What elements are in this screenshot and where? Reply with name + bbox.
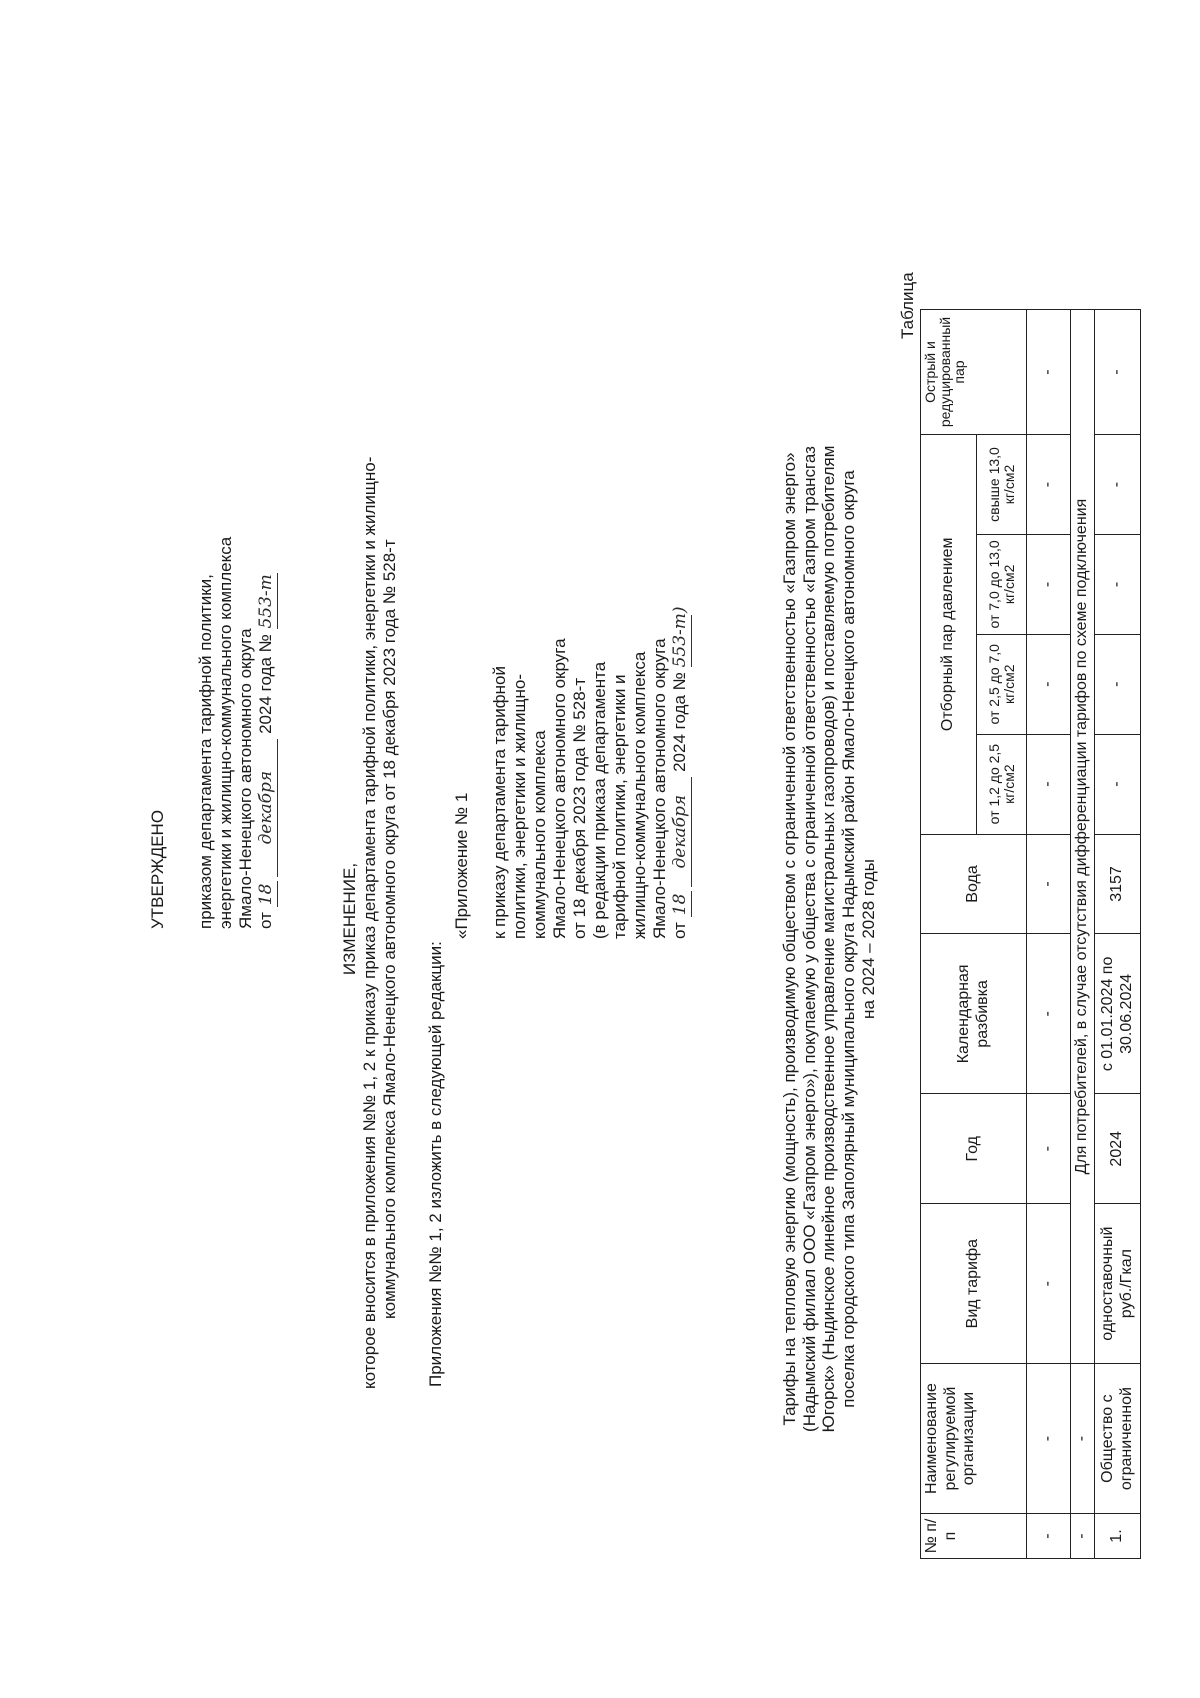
approval-title: УТВЕРЖДЕНО bbox=[148, 809, 167, 929]
table-cell: Общество с ограниченной bbox=[1095, 1364, 1141, 1514]
appendix-date-year: 2024 года № bbox=[670, 672, 689, 772]
tariff-caption-line: (Надымский филиал ООО «Газпром энерго»), покупаемую у общества с ограниченной ответственностью «Газпром трансгаз bbox=[799, 446, 819, 1432]
approval-line: Ямало-Ненецкого автономного округа bbox=[236, 628, 255, 929]
appendix-date-prefix: от bbox=[670, 922, 689, 939]
table-cell: - bbox=[1027, 310, 1071, 435]
approval-date-day: 18 bbox=[257, 881, 278, 907]
table-cell: - bbox=[1095, 734, 1141, 834]
intro-text: Приложения №№ 1, 2 изложить в следующей редакции: bbox=[426, 941, 445, 1387]
header-year: Год bbox=[921, 1094, 1027, 1204]
document-page bbox=[90, 59, 1135, 1639]
header-tariff-type: Вид тарифа bbox=[921, 1204, 1027, 1364]
appendix-date-month: декабря bbox=[671, 777, 692, 887]
header-num: № п/п bbox=[921, 1514, 1027, 1559]
table-cell: - bbox=[1071, 1514, 1095, 1559]
header-org: Наименование регулируемой организации bbox=[921, 1364, 1027, 1514]
tariff-caption bbox=[780, 349, 879, 1529]
table-cell: - bbox=[1027, 934, 1071, 1094]
approval-date-month: декабря bbox=[257, 739, 278, 877]
change-heading-line2: коммунального комплекса Ямало-Ненецкого автономного округа от 18 декабря 2023 года № 528-т bbox=[380, 539, 399, 1319]
table-cell: 3157 bbox=[1095, 834, 1141, 934]
appendix-line: Ямало-Ненецкого автономного округа bbox=[650, 638, 669, 939]
appendix-line: к приказу департамента тарифной bbox=[490, 665, 509, 939]
change-heading-title: ИЗМЕНЕНИЕ, bbox=[340, 862, 359, 976]
table-cell: - bbox=[1095, 435, 1141, 535]
table-section-row bbox=[1071, 310, 1095, 1559]
appendix-title: «Приложение № 1 bbox=[452, 792, 471, 939]
table-header-row bbox=[921, 310, 977, 1559]
appendix-line: коммунального комплекса bbox=[530, 730, 549, 939]
approval-order-number: 553-т bbox=[256, 574, 276, 629]
table-row bbox=[1095, 310, 1141, 1559]
approval-line: энергетики и жилищно-коммунального комплекса bbox=[216, 536, 235, 929]
table-cell: - bbox=[1071, 1364, 1095, 1514]
table-cell: - bbox=[1027, 634, 1071, 734]
header-calendar: Календарная разбивка bbox=[921, 934, 1027, 1094]
table-cell: одноставочный руб./Гкал bbox=[1095, 1204, 1141, 1364]
appendix-line: жилищно-коммунального комплекса bbox=[630, 651, 649, 939]
table-cell: - bbox=[1027, 834, 1071, 934]
header-steam-group: Отборный пар давлением bbox=[921, 435, 977, 834]
appendix-date bbox=[670, 606, 692, 939]
appendix-line: Ямало-Ненецкого автономного округа bbox=[550, 638, 569, 939]
header-steam-1: от 1,2 до 2,5 кг/см2 bbox=[977, 734, 1027, 834]
table-cell: - bbox=[1095, 534, 1141, 634]
appendix-line: тарифной политики, энергетики и bbox=[610, 674, 629, 939]
header-steam-2: от 2,5 до 7,0 кг/см2 bbox=[977, 634, 1027, 734]
approval-date-year: 2024 года № bbox=[256, 634, 275, 734]
appendix-line: (в редакции приказа департамента bbox=[590, 661, 609, 939]
table-section-title: Для потребителей, в случае отсутствия дифференциации тарифов по схеме подключения bbox=[1071, 310, 1095, 1364]
appendix-line: политики, энергетики и жилищно- bbox=[510, 674, 529, 939]
table-cell: - bbox=[1027, 1364, 1071, 1514]
table-cell: - bbox=[1027, 534, 1071, 634]
change-heading-line1: которое вносится в приложения №№ 1, 2 к приказу приказ департамента тарифной политики, энергетики и жилищно- bbox=[360, 456, 379, 1389]
header-steam-4: свыше 13,0 кг/см2 bbox=[977, 435, 1027, 535]
table-cell: 2024 bbox=[1095, 1094, 1141, 1204]
tariff-caption-line: Тарифы на тепловую энергию (мощность), производимую обществом с ограниченной ответственностью «Газпром энерго» bbox=[780, 452, 799, 1426]
table-cell: 1. bbox=[1095, 1514, 1141, 1559]
approval-date-prefix: от bbox=[256, 912, 275, 929]
table-dash-row bbox=[1027, 310, 1071, 1559]
change-heading bbox=[340, 599, 360, 1239]
table-cell: с 01.01.2024 по 30.06.2024 bbox=[1095, 934, 1141, 1094]
table-label: Таблица bbox=[898, 272, 917, 339]
approval-date bbox=[256, 573, 278, 929]
header-sharp-steam: Острый и редуцированный пар bbox=[921, 310, 1027, 435]
appendix-line: от 18 декабря 2023 года № 528-т bbox=[570, 677, 589, 939]
table-cell: - bbox=[1095, 634, 1141, 734]
table-cell: - bbox=[1027, 1204, 1071, 1364]
table-cell: - bbox=[1027, 1514, 1071, 1559]
tariff-caption-line: Югорск» (Ныдинское линейное производственное управление магистральных газопроводов) и поставляемую потребителям bbox=[819, 445, 839, 1433]
table-cell: - bbox=[1027, 435, 1071, 535]
approval-line: приказом департамента тарифной политики, bbox=[196, 574, 215, 929]
appendix-order-number: 553-т) bbox=[670, 606, 690, 668]
tariff-caption-line: поселка городского типа Заполярный муниципального округа Надымский район Ямало-Ненецкого автономного округа bbox=[839, 470, 859, 1408]
appendix-date-day: 18 bbox=[671, 891, 692, 917]
table-cell: - bbox=[1095, 310, 1141, 435]
tariff-table bbox=[920, 309, 1141, 1559]
header-steam-3: от 7,0 до 13,0 кг/см2 bbox=[977, 534, 1027, 634]
table-cell: - bbox=[1027, 734, 1071, 834]
tariff-caption-line: на 2024 – 2028 годы bbox=[858, 859, 878, 1019]
table-cell: - bbox=[1027, 1094, 1071, 1204]
header-water: Вода bbox=[921, 834, 1027, 934]
